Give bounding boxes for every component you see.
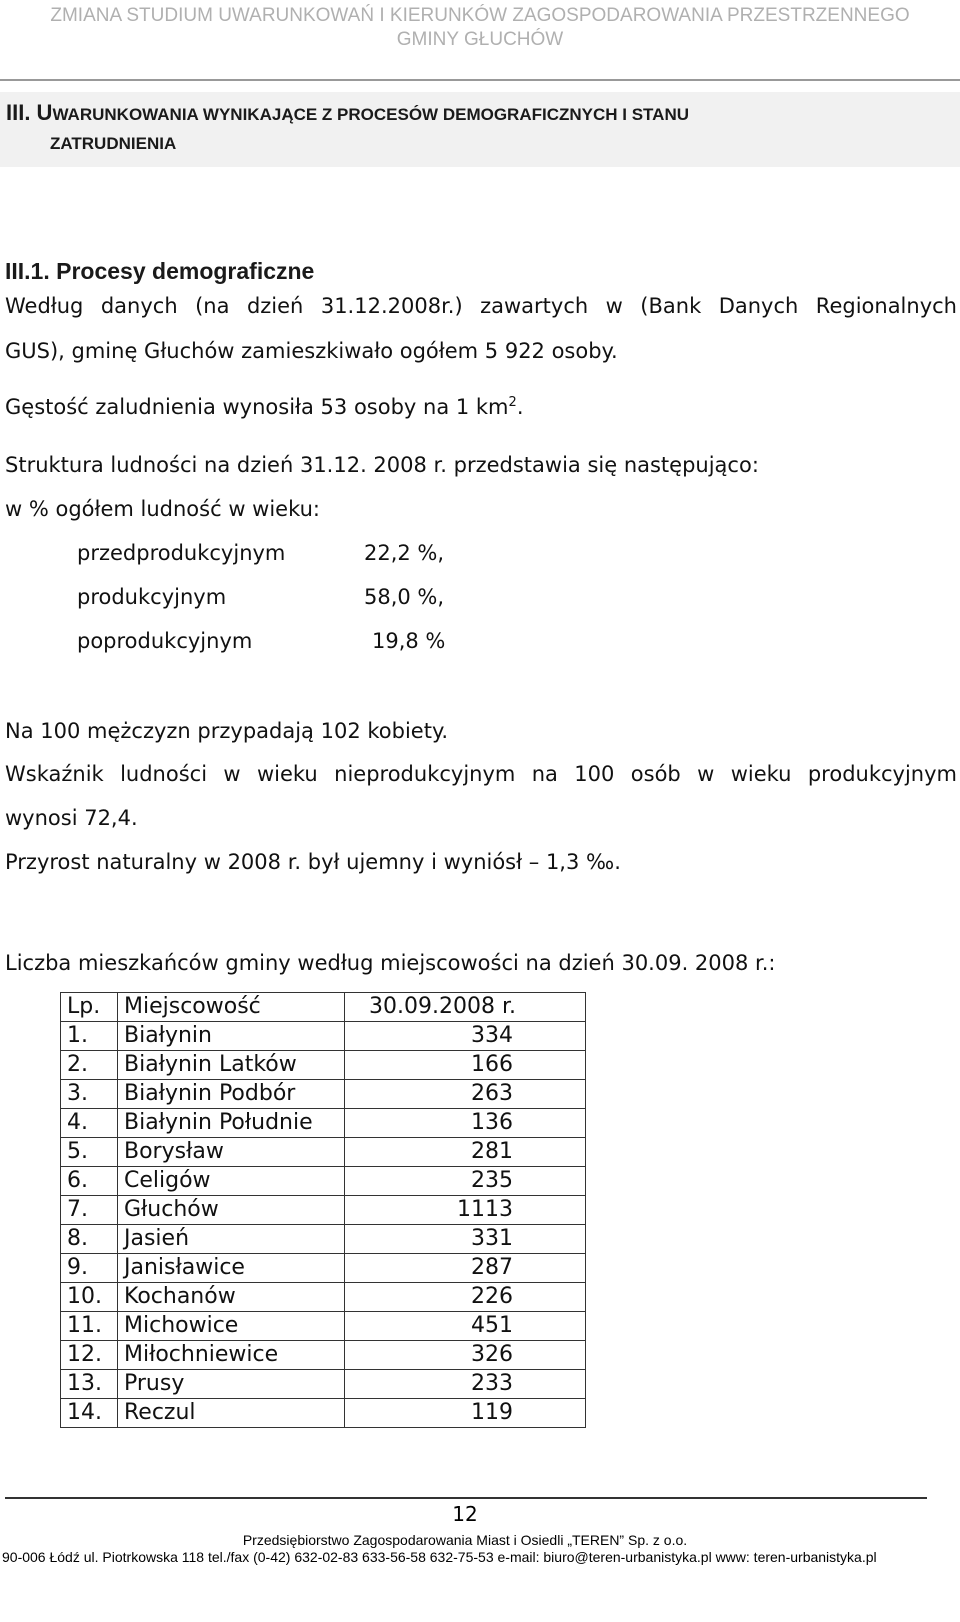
table-row bbox=[61, 1341, 586, 1370]
header-title-line1: ZMIANA STUDIUM UWARUNKOWAŃ I KIERUNKÓW ZAGOSPODAROWANIA PRZESTRZENNEGO bbox=[50, 5, 910, 26]
table-row bbox=[61, 1283, 586, 1312]
footer-divider bbox=[5, 1497, 927, 1499]
place-name-cell: Reczul bbox=[118, 1399, 345, 1428]
table-row bbox=[61, 1196, 586, 1225]
population-cell: 281 bbox=[345, 1138, 586, 1167]
density-end: . bbox=[516, 395, 524, 419]
age-group-value: 58,0 %, bbox=[364, 585, 445, 609]
place-name-cell: Białynin Latków bbox=[118, 1051, 345, 1080]
paragraph-line bbox=[5, 395, 524, 419]
paragraph-line: Struktura ludności na dzień 31.12. 2008 r. przedstawia się następująco: bbox=[5, 453, 759, 477]
row-number-cell: 1. bbox=[61, 1022, 118, 1051]
stat-line: Przyrost naturalny w 2008 r. był ujemny i wyniósł – 1,3 ‰. bbox=[5, 850, 621, 874]
population-cell: 331 bbox=[345, 1225, 586, 1254]
table-row bbox=[61, 1225, 586, 1254]
row-number-cell: 6. bbox=[61, 1167, 118, 1196]
header-cell-date: 30.09.2008 r. bbox=[345, 993, 586, 1022]
table-row bbox=[61, 1109, 586, 1138]
table-row bbox=[61, 1051, 586, 1080]
table-row bbox=[61, 1399, 586, 1428]
paragraph-line: Według danych (na dzień 31.12.2008r.) zawartych w (Bank Danych Regionalnych bbox=[5, 294, 957, 318]
row-number-cell: 10. bbox=[61, 1283, 118, 1312]
place-name-cell: Białynin Południe bbox=[118, 1109, 345, 1138]
row-number-cell: 3. bbox=[61, 1080, 118, 1109]
row-number-cell: 12. bbox=[61, 1341, 118, 1370]
header-cell-place: Miejscowość bbox=[118, 993, 345, 1022]
row-number-cell: 14. bbox=[61, 1399, 118, 1428]
section-title: III.1. Procesy demograficzne bbox=[5, 258, 315, 284]
stat-line: Na 100 mężczyzn przypadają 102 kobiety. bbox=[5, 719, 449, 743]
density-text: Gęstość zaludnienia wynosiła 53 osoby na 1 km bbox=[5, 395, 509, 419]
age-group-value: 19,8 % bbox=[372, 629, 446, 653]
stat-line: wynosi 72,4. bbox=[5, 806, 138, 830]
table-header-row bbox=[61, 993, 586, 1022]
superscript: 2 bbox=[508, 395, 517, 410]
stat-line: Wskaźnik ludności w wieku nieprodukcyjnym na 100 osób w wieku produkcyjnym bbox=[5, 762, 957, 786]
population-cell: 233 bbox=[345, 1370, 586, 1399]
place-name-cell: Prusy bbox=[118, 1370, 345, 1399]
place-name-cell: Białynin bbox=[118, 1022, 345, 1051]
place-name-cell: Janisławice bbox=[118, 1254, 345, 1283]
place-name-cell: Borysław bbox=[118, 1138, 345, 1167]
population-cell: 136 bbox=[345, 1109, 586, 1138]
place-name-cell: Celigów bbox=[118, 1167, 345, 1196]
table-row bbox=[61, 1080, 586, 1109]
age-group-label: produkcyjnym bbox=[77, 585, 227, 609]
footer-address: 90-006 Łódź ul. Piotrkowska 118 tel./fax (0-42) 632-02-83 633-56-58 632-75-53 e-mail: biuro@teren-urbanistyka.pl www: teren-urbanistyka.pl bbox=[2, 1549, 877, 1565]
header-title-line2: GMINY GŁUCHÓW bbox=[396, 29, 564, 50]
header-cell-lp: Lp. bbox=[61, 993, 118, 1022]
row-number-cell: 7. bbox=[61, 1196, 118, 1225]
header-divider bbox=[0, 79, 960, 81]
table-row bbox=[61, 1370, 586, 1399]
population-cell: 166 bbox=[345, 1051, 586, 1080]
place-name-cell: Głuchów bbox=[118, 1196, 345, 1225]
row-number-cell: 4. bbox=[61, 1109, 118, 1138]
chapter-number: III. U bbox=[6, 100, 53, 125]
table-row bbox=[61, 1138, 586, 1167]
row-number-cell: 13. bbox=[61, 1370, 118, 1399]
population-cell: 119 bbox=[345, 1399, 586, 1428]
paragraph-line: w % ogółem ludność w wieku: bbox=[5, 497, 320, 521]
row-number-cell: 5. bbox=[61, 1138, 118, 1167]
chapter-title: WARUNKOWANIA WYNIKAJĄCE Z PROCESÓW DEMOGRAFICZNYCH I STANU bbox=[52, 105, 689, 124]
row-number-cell: 8. bbox=[61, 1225, 118, 1254]
population-cell: 287 bbox=[345, 1254, 586, 1283]
place-name-cell: Miłochniewice bbox=[118, 1341, 345, 1370]
place-name-cell: Kochanów bbox=[118, 1283, 345, 1312]
population-cell: 451 bbox=[345, 1312, 586, 1341]
table-row bbox=[61, 1312, 586, 1341]
page-number: 12 bbox=[452, 1502, 478, 1526]
age-group-label: poprodukcyjnym bbox=[77, 629, 253, 653]
population-table bbox=[60, 992, 586, 1428]
table-caption: Liczba mieszkańców gminy według miejscowości na dzień 30.09. 2008 r.: bbox=[5, 951, 776, 975]
age-group-label: przedprodukcyjnym bbox=[77, 541, 286, 565]
place-name-cell: Jasień bbox=[118, 1225, 345, 1254]
population-cell: 334 bbox=[345, 1022, 586, 1051]
age-group-value: 22,2 %, bbox=[364, 541, 445, 565]
population-cell: 235 bbox=[345, 1167, 586, 1196]
row-number-cell: 2. bbox=[61, 1051, 118, 1080]
footer-company: Przedsiębiorstwo Zagospodarowania Miast i Osiedli „TEREN” Sp. z o.o. bbox=[242, 1532, 688, 1548]
chapter-heading bbox=[0, 92, 960, 167]
paragraph-line: GUS), gminę Głuchów zamieszkiwało ogółem 5 922 osoby. bbox=[5, 339, 618, 363]
table-row bbox=[61, 1254, 586, 1283]
population-cell: 226 bbox=[345, 1283, 586, 1312]
row-number-cell: 9. bbox=[61, 1254, 118, 1283]
table-row bbox=[61, 1022, 586, 1051]
place-name-cell: Białynin Podbór bbox=[118, 1080, 345, 1109]
population-cell: 326 bbox=[345, 1341, 586, 1370]
place-name-cell: Michowice bbox=[118, 1312, 345, 1341]
chapter-title-line2: ZATRUDNIENIA bbox=[50, 134, 177, 153]
population-cell: 263 bbox=[345, 1080, 586, 1109]
row-number-cell: 11. bbox=[61, 1312, 118, 1341]
population-cell: 1113 bbox=[345, 1196, 586, 1225]
table-row bbox=[61, 1167, 586, 1196]
